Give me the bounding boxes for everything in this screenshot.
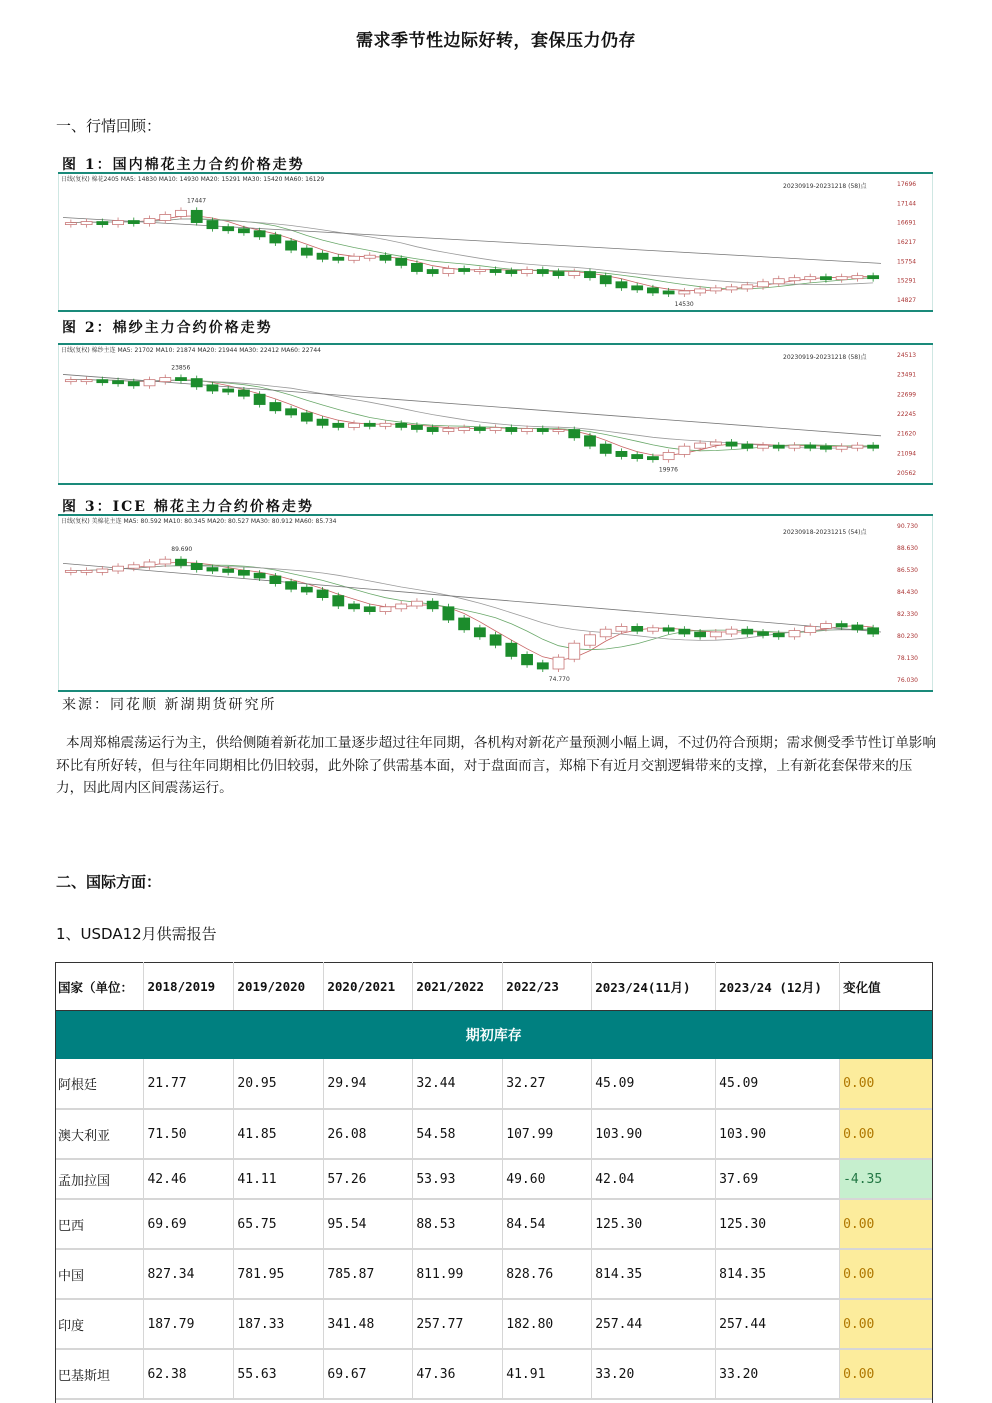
candle-body <box>820 624 831 629</box>
candle-body <box>97 569 108 572</box>
value-cell: 53.93 <box>413 1159 503 1199</box>
candle-body <box>773 445 784 448</box>
candle-body <box>789 631 800 637</box>
change-cell: 0.00 <box>840 1249 933 1299</box>
candle-body <box>836 624 847 627</box>
figure-3-title: 图 3：ICE 棉花主力合约价格走势 <box>62 499 314 515</box>
candle-body <box>852 276 863 279</box>
candle-body <box>81 570 92 572</box>
candle-body <box>254 573 265 578</box>
candle-body <box>789 278 800 281</box>
candle-body <box>396 258 407 265</box>
chart-range-label: 20230919-20231218 (58)点 <box>783 354 867 361</box>
value-cell: 33.20 <box>592 1349 716 1399</box>
change-cell: -4.35 <box>840 1159 933 1199</box>
table-row <box>55 1299 933 1349</box>
value-cell: 65.75 <box>234 1199 324 1249</box>
candle-body <box>490 635 501 645</box>
value-cell: 62.38 <box>144 1349 234 1399</box>
value-cell: 32.27 <box>503 1059 592 1109</box>
value-cell: 41.91 <box>503 1349 592 1399</box>
chart-low-label: 19976 <box>658 466 678 474</box>
candle-body <box>553 430 564 432</box>
candle-body <box>474 628 485 637</box>
candle-body <box>333 423 344 427</box>
value-cell: 71.50 <box>144 1109 234 1159</box>
candle-body <box>726 287 737 290</box>
candle-body <box>805 626 816 632</box>
chart-y-tick: 84.430 <box>897 589 918 596</box>
candle-body <box>522 429 533 432</box>
candle-body <box>695 289 706 293</box>
candle-body <box>238 570 249 575</box>
candle-body <box>506 271 517 274</box>
value-cell: 54.58 <box>413 1109 503 1159</box>
candle-body <box>710 442 721 445</box>
candle-body <box>223 227 234 231</box>
value-cell: 187.79 <box>144 1299 234 1349</box>
candle-body <box>317 253 328 259</box>
value-cell: 811.99 <box>413 1249 503 1299</box>
value-cell: 103.90 <box>592 1109 716 1159</box>
chart-y-tick: 78.130 <box>897 655 918 662</box>
candle-body <box>742 444 753 448</box>
chart-y-tick: 23491 <box>897 371 917 379</box>
chart-y-tick: 15291 <box>897 277 917 285</box>
candle-body <box>128 565 139 568</box>
candle-body <box>333 596 344 606</box>
candle-body <box>663 291 674 294</box>
candle-body <box>773 279 784 284</box>
chart-y-tick: 88.630 <box>897 545 918 552</box>
candle-body <box>773 633 784 636</box>
chart-y-tick: 76.030 <box>897 677 918 684</box>
figure-2-title: 图 2：棉纱主力合约价格走势 <box>62 320 273 336</box>
candle-body <box>238 390 249 396</box>
change-cell: 0.00 <box>840 1349 933 1399</box>
chart-low-label: 74.770 <box>548 676 570 683</box>
value-cell: 125.30 <box>716 1199 840 1249</box>
candle-body <box>286 409 297 415</box>
candle-body <box>852 445 863 448</box>
candle-body <box>191 379 202 387</box>
value-cell: 84.54 <box>503 1199 592 1249</box>
candle-body <box>97 222 108 225</box>
candle-body <box>144 219 155 224</box>
candle-body <box>522 270 533 274</box>
candle-body <box>506 427 517 431</box>
chart-header-text: 日线(复权) 美棉花主连 MA5: 80.592 MA10: 80.345 MA20: 80.527 MA30: 80.912 MA60: 85.734 <box>61 518 337 525</box>
table-left-border <box>55 962 56 1403</box>
candle-body <box>364 255 375 258</box>
table-header: 2022/23 <box>503 963 592 1011</box>
table-section-row <box>55 1011 933 1060</box>
market-review-paragraph: 本周郑棉震荡运行为主，供给侧随着新花加工量逐步超过往年同期，各机构对新花产量预测小幅上调，不过仍符合预期；需求侧受季节性订单影响环比有所好转，但与往年同期相比仍旧较弱，此外除了供需基本面，对于盘面而言，郑棉下有近月交割逻辑带来的支撑，上有新花套保带来的压力，因此周内区间震荡运行。 <box>56 735 936 796</box>
value-cell: 88.53 <box>413 1199 503 1249</box>
value-cell: 41.85 <box>234 1109 324 1159</box>
chart-y-tick: 80.230 <box>897 633 918 640</box>
page-title: 需求季节性边际好转，套保压力仍存 <box>356 31 636 51</box>
usda-supply-demand-table <box>55 962 933 1400</box>
candle-body <box>569 643 580 659</box>
table-row <box>55 1199 933 1249</box>
chart-y-tick: 17696 <box>897 181 917 188</box>
chart-range-label: 20230919-20231218 (58)点 <box>783 183 867 190</box>
candle-body <box>175 378 186 381</box>
candle-body <box>868 628 879 634</box>
chart-y-tick: 82.330 <box>897 611 918 618</box>
value-cell: 828.76 <box>503 1249 592 1299</box>
candle-body <box>695 632 706 637</box>
table-header: 变化值 <box>840 963 933 1011</box>
candle-body <box>301 248 312 255</box>
candle-body <box>144 380 155 386</box>
table-header: 2023/24(11月) <box>592 963 716 1011</box>
candle-body <box>805 277 816 280</box>
candle-body <box>207 568 218 571</box>
candle-body <box>758 282 769 287</box>
value-cell: 814.35 <box>592 1249 716 1299</box>
value-cell: 37.69 <box>716 1159 840 1199</box>
candle-body <box>726 629 737 634</box>
country-cell: 印度 <box>55 1299 144 1349</box>
chart-header-text: 日线(复权) 棉纱主连 MA5: 21702 MA10: 21874 MA20: 21944 MA30: 22412 MA60: 22744 <box>61 347 321 354</box>
candle-body <box>175 559 186 565</box>
candle-body <box>584 635 595 645</box>
chart-high-label: 89.690 <box>171 546 193 554</box>
chart-y-tick: 21094 <box>897 450 917 458</box>
candle-body <box>270 403 281 411</box>
value-cell: 69.67 <box>324 1349 413 1399</box>
table-row <box>55 1059 933 1109</box>
candle-body <box>81 222 92 225</box>
candle-body <box>553 272 564 276</box>
value-cell: 341.48 <box>324 1299 413 1349</box>
chart-y-tick: 22699 <box>897 391 917 399</box>
figure-source: 来源：同花顺 新湖期货研究所 <box>62 697 277 713</box>
candle-body <box>270 235 281 243</box>
country-cell: 澳大利亚 <box>55 1109 144 1159</box>
candle-body <box>81 380 92 382</box>
section-heading-market-review: 一、行情回顾： <box>56 117 162 135</box>
table-header: 2018/2019 <box>144 963 234 1011</box>
value-cell: 21.77 <box>144 1059 234 1109</box>
candle-body <box>301 413 312 421</box>
candle-body <box>852 625 863 630</box>
candle-body <box>317 419 328 425</box>
candle-body <box>380 255 391 260</box>
country-cell: 阿根廷 <box>55 1059 144 1109</box>
candle-body <box>191 563 202 569</box>
candle-body <box>65 380 76 382</box>
candle-body <box>490 427 501 430</box>
value-cell: 257.77 <box>413 1299 503 1349</box>
chart-low-label: 14530 <box>674 300 694 308</box>
value-cell: 182.80 <box>503 1299 592 1349</box>
value-cell: 45.09 <box>716 1059 840 1109</box>
candle-body <box>349 604 360 609</box>
value-cell: 29.94 <box>324 1059 413 1109</box>
candle-body <box>270 576 281 584</box>
candle-body <box>537 429 548 432</box>
chart-y-tick: 24513 <box>897 352 917 359</box>
value-cell: 42.46 <box>144 1159 234 1199</box>
chart-y-tick: 16691 <box>897 219 917 227</box>
candle-body <box>443 429 454 432</box>
candle-body <box>836 446 847 449</box>
figure-1-title: 图 1：国内棉花主力合约价格走势 <box>62 157 305 173</box>
candle-body <box>600 629 611 637</box>
value-cell: 45.09 <box>592 1059 716 1109</box>
candle-body <box>144 562 155 567</box>
candle-body <box>459 427 470 430</box>
chart-y-tick: 15754 <box>897 258 917 266</box>
candle-body <box>380 423 391 426</box>
candle-body <box>191 210 202 222</box>
candle-body <box>710 288 721 291</box>
chart-y-tick: 20562 <box>897 470 917 477</box>
candle-body <box>836 277 847 280</box>
figure-2-chart <box>58 343 933 485</box>
candle-body <box>868 276 879 279</box>
section-heading-international: 二、国际方面： <box>56 873 162 891</box>
candle-body <box>868 445 879 448</box>
candle-body <box>411 425 422 429</box>
country-cell: 孟加拉国 <box>55 1159 144 1199</box>
value-cell: 103.90 <box>716 1109 840 1159</box>
candle-body <box>317 590 328 598</box>
subsection-heading-usda: 1、USDA12月供需报告 <box>56 925 217 943</box>
candle-body <box>223 569 234 572</box>
candle-body <box>742 285 753 289</box>
country-cell: 巴基斯坦 <box>55 1349 144 1399</box>
candle-body <box>380 607 391 612</box>
candle-body <box>443 269 454 274</box>
value-cell: 49.60 <box>503 1159 592 1199</box>
candle-body <box>647 457 658 460</box>
value-cell: 107.99 <box>503 1109 592 1159</box>
value-cell: 257.44 <box>716 1299 840 1349</box>
candle-body <box>600 444 611 453</box>
candle-body <box>600 276 611 284</box>
value-cell: 47.36 <box>413 1349 503 1399</box>
chart-range-label: 20230918-20231215 (54)点 <box>783 529 867 536</box>
value-cell: 781.95 <box>234 1249 324 1299</box>
change-cell: 0.00 <box>840 1299 933 1349</box>
value-cell: 42.04 <box>592 1159 716 1199</box>
candle-body <box>411 601 422 606</box>
candle-body <box>820 277 831 280</box>
candle-body <box>223 389 234 392</box>
candle-body <box>443 607 454 620</box>
candle-body <box>569 430 580 438</box>
candle-body <box>427 270 438 274</box>
chart-y-tick: 14827 <box>897 297 917 304</box>
candle-body <box>459 618 470 630</box>
candle-body <box>427 601 438 609</box>
chart-header-text: 日线(复权) 棉花2405 MA5: 14830 MA10: 14930 MA20: 15291 MA30: 15420 MA60: 16129 <box>61 176 325 183</box>
candle-body <box>65 223 76 225</box>
candle-body <box>65 570 76 572</box>
table-row <box>55 1349 933 1399</box>
candle-body <box>160 559 171 564</box>
candle-body <box>160 378 171 382</box>
table-header-row <box>55 963 933 1011</box>
value-cell: 32.44 <box>413 1059 503 1109</box>
value-cell: 33.20 <box>716 1349 840 1399</box>
candle-body <box>553 657 564 669</box>
candle-body <box>254 231 265 237</box>
candle-body <box>695 443 706 448</box>
candle-body <box>113 221 124 225</box>
candle-body <box>396 423 407 427</box>
candle-body <box>679 291 690 294</box>
candle-body <box>364 607 375 612</box>
candle-body <box>490 270 501 273</box>
country-cell: 中国 <box>55 1249 144 1299</box>
table-row <box>55 1159 933 1199</box>
chart-y-tick: 21620 <box>897 430 917 438</box>
candle-body <box>632 626 643 631</box>
candle-body <box>254 394 265 404</box>
candle-body <box>726 442 737 446</box>
chart-high-label: 17447 <box>186 197 207 205</box>
candle-body <box>632 455 643 459</box>
value-cell: 814.35 <box>716 1249 840 1299</box>
candle-body <box>820 446 831 449</box>
candle-body <box>459 269 470 272</box>
candle-body <box>663 452 674 459</box>
value-cell: 26.08 <box>324 1109 413 1159</box>
value-cell: 827.34 <box>144 1249 234 1299</box>
candle-body <box>616 451 627 456</box>
change-cell: 0.00 <box>840 1199 933 1249</box>
candle-body <box>427 427 438 431</box>
candle-body <box>584 436 595 446</box>
candle-body <box>789 445 800 448</box>
candle-body <box>742 629 753 634</box>
chart-high-label: 23856 <box>171 364 191 372</box>
candle-body <box>207 385 218 391</box>
value-cell: 785.87 <box>324 1249 413 1299</box>
table-row <box>55 1249 933 1299</box>
candle-body <box>113 381 124 384</box>
candle-body <box>710 632 721 637</box>
table-header: 2020/2021 <box>324 963 413 1011</box>
candle-body <box>758 632 769 635</box>
change-cell: 0.00 <box>840 1059 933 1109</box>
candle-body <box>238 229 249 233</box>
table-row <box>55 1109 933 1159</box>
table-header: 2023/24 (12月) <box>716 963 840 1011</box>
value-cell: 20.95 <box>234 1059 324 1109</box>
candle-body <box>805 445 816 448</box>
chart-y-tick: 22245 <box>897 411 917 418</box>
value-cell: 125.30 <box>592 1199 716 1249</box>
candle-body <box>286 582 297 590</box>
candle-body <box>128 221 139 224</box>
candle-body <box>537 270 548 274</box>
value-cell: 55.63 <box>234 1349 324 1399</box>
candle-body <box>333 257 344 260</box>
value-cell: 69.69 <box>144 1199 234 1249</box>
chart-y-tick: 86.530 <box>897 567 918 574</box>
candle-body <box>364 423 375 426</box>
candle-body <box>396 604 407 609</box>
candle-body <box>349 256 360 260</box>
chart-y-tick: 90.730 <box>897 523 918 530</box>
candle-body <box>207 221 218 229</box>
change-cell: 0.00 <box>840 1109 933 1159</box>
chart-y-tick: 16217 <box>897 239 917 246</box>
table-header: 国家（单位： <box>55 963 144 1011</box>
candle-body <box>616 626 627 631</box>
table-header: 2021/2022 <box>413 963 503 1011</box>
value-cell: 187.33 <box>234 1299 324 1349</box>
candle-body <box>128 382 139 386</box>
value-cell: 257.44 <box>592 1299 716 1349</box>
table-section-label: 期初库存 <box>55 1011 933 1060</box>
candle-body <box>301 587 312 592</box>
candle-body <box>160 214 171 220</box>
candle-body <box>616 282 627 288</box>
candle-body <box>411 263 422 271</box>
candle-body <box>758 445 769 448</box>
figure-3-chart <box>58 514 933 692</box>
table-header: 2019/2020 <box>234 963 324 1011</box>
candle-body <box>175 210 186 216</box>
candle-body <box>506 643 517 656</box>
figure-1-chart <box>58 172 933 312</box>
candle-body <box>474 270 485 272</box>
candle-body <box>679 629 690 634</box>
value-cell: 95.54 <box>324 1199 413 1249</box>
country-cell: 巴西 <box>55 1199 144 1249</box>
candle-body <box>632 286 643 290</box>
candle-body <box>113 566 124 571</box>
candle-body <box>569 272 580 276</box>
candle-body <box>522 654 533 664</box>
candle-body <box>647 288 658 293</box>
table-right-border <box>932 962 933 1403</box>
candle-body <box>286 241 297 250</box>
candle-body <box>647 628 658 631</box>
candle-body <box>349 423 360 427</box>
value-cell: 41.11 <box>234 1159 324 1199</box>
candle-body <box>663 628 674 631</box>
candle-body <box>584 272 595 278</box>
value-cell: 57.26 <box>324 1159 413 1199</box>
chart-y-tick: 17144 <box>897 200 917 208</box>
candle-body <box>474 427 485 430</box>
candle-body <box>537 663 548 669</box>
candle-body <box>679 446 690 454</box>
candle-body <box>97 380 108 383</box>
